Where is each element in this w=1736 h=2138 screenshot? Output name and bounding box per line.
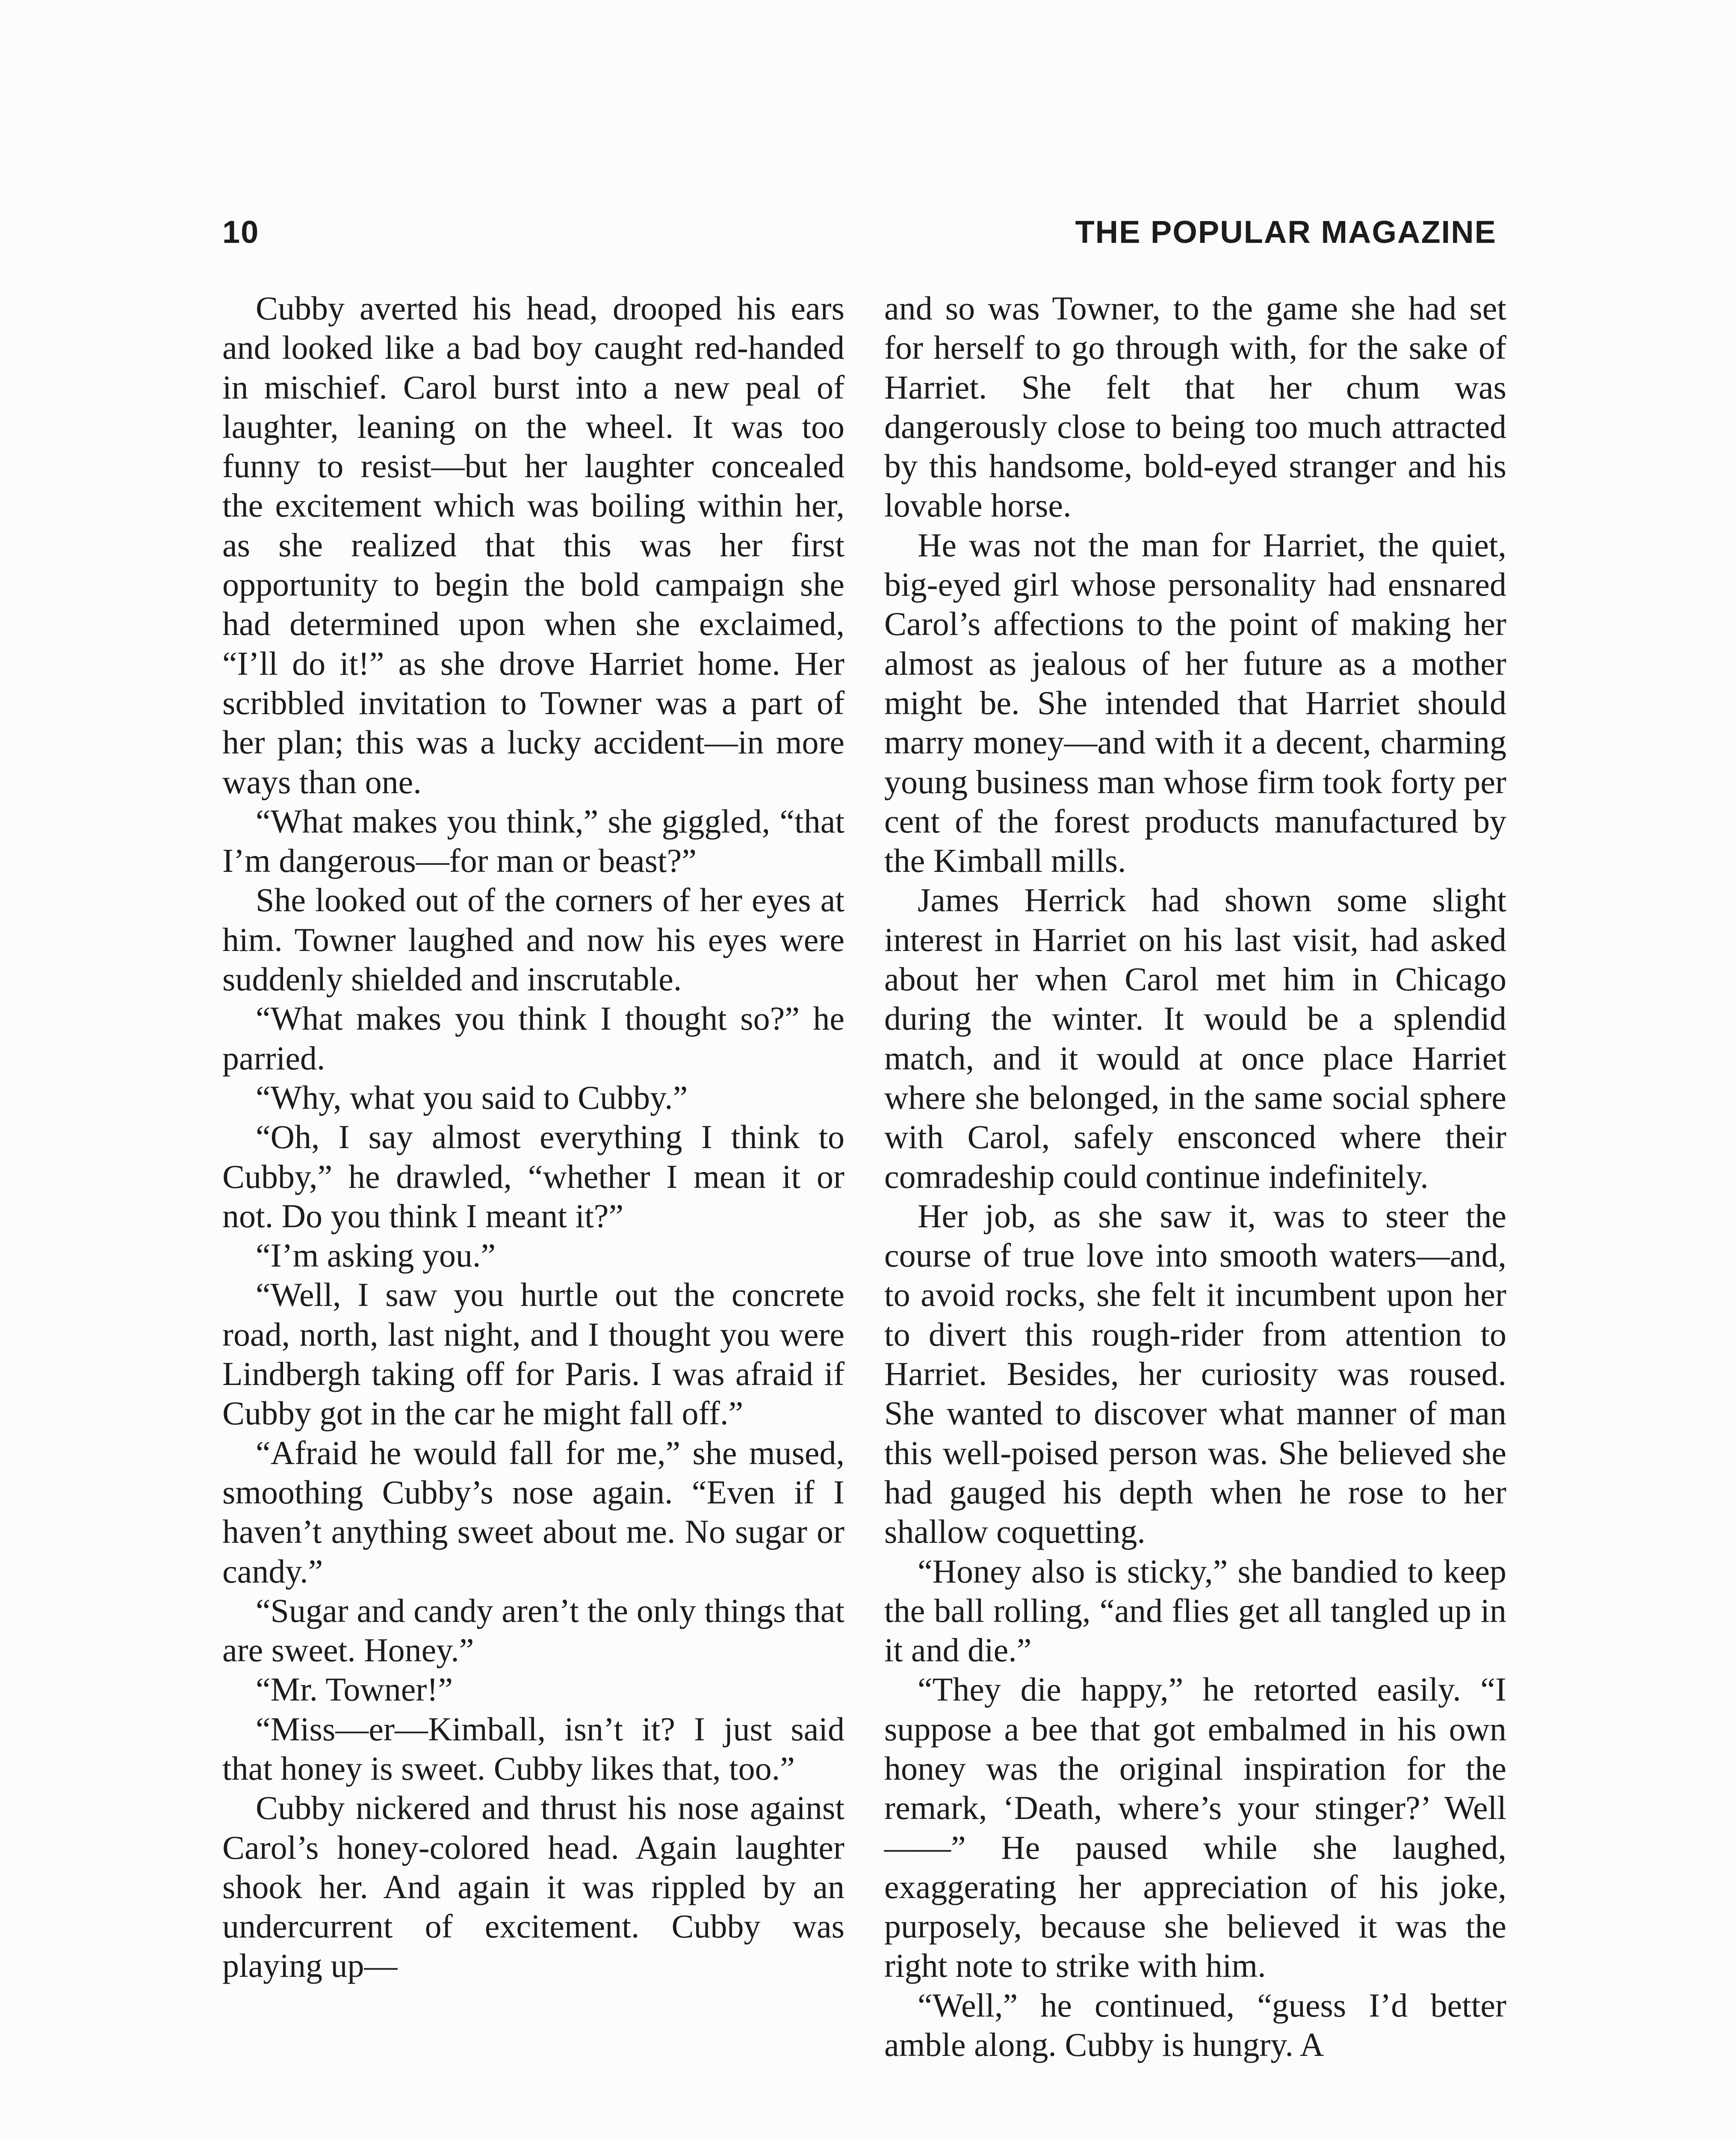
magazine-title: THE POPULAR MAGAZINE bbox=[1075, 214, 1497, 250]
paragraph: She looked out of the corners of her eyes at him. Towner laughed and now his eyes were suddenly shielded and inscrutable. bbox=[222, 881, 844, 998]
paragraph: “Mr. Towner!” bbox=[256, 1671, 453, 1708]
paragraph: “Afraid he would fall for me,” she mused, smoothing Cubby’s nose again. “Even if I haven’t anything sweet about me. No sugar or candy.” bbox=[222, 1434, 844, 1590]
paragraph: “They die happy,” he retorted easily. “I suppose a bee that got embalmed in his own honey was the original inspiration for the remark, ‘Death, where’s your stinger?’ Well——” He paused while she laughed, exaggerating her appreciation of his joke, purposely, because she believed it was the right note to strike with him. bbox=[884, 1671, 1506, 1984]
paragraph: and so was Towner, to the game she had set for herself to go through with, for the sake of Harriet. She felt that her chum was dangerously close to being too much attracted by this handsome, bold-eyed stranger and his lovable horse. bbox=[884, 289, 1506, 524]
paragraph: “I’m asking you.” bbox=[256, 1237, 496, 1274]
right-column bbox=[884, 289, 1506, 2064]
paragraph: “What makes you think,” she giggled, “that I’m dangerous—for man or beast?” bbox=[222, 802, 844, 880]
paragraph: He was not the man for Harriet, the quiet, big-eyed girl whose personality had ensnared Carol’s affections to the point of making her almost as jealous of her future as a mother might be. She intended that Harriet should marry money—and with it a decent, charming young business man whose firm took forty per cent of the forest products manufactured by the Kimball mills. bbox=[884, 526, 1506, 880]
paragraph: “Well,” he continued, “guess I’d better amble along. Cubby is hungry. A bbox=[884, 1986, 1506, 2064]
paragraph: Her job, as she saw it, was to steer the course of true love into smooth waters—and, to avoid rocks, she felt it incumbent upon her to divert this rough-rider from attention to Harriet. Besides, her curiosity was roused. She wanted to discover what manner of man this well-poised person was. She believed she had gauged his depth when he rose to her shallow coquetting. bbox=[884, 1197, 1506, 1550]
paragraph: “Oh, I say almost everything I think to Cubby,” he drawled, “whether I mean it or not. Do you think I meant it?” bbox=[222, 1118, 844, 1234]
page-number: 10 bbox=[222, 214, 260, 250]
page-header bbox=[222, 214, 1497, 261]
paragraph: “What makes you think I thought so?” he parried. bbox=[222, 1000, 844, 1077]
paragraph: “Why, what you said to Cubby.” bbox=[256, 1078, 688, 1116]
paragraph: Cubby averted his head, drooped his ears and looked like a bad boy caught red-handed in mischief. Carol burst into a new peal of laughter, leaning on the wheel. It was too funny to resist—but her laughter concealed the excitement which was boiling within her, as she realized that this was her first opportunity to begin the bold campaign she had determined upon when she exclaimed, “I’ll do it!” as she drove Harriet home. Her scribbled invitation to Towner was a part of her plan; this was a lucky accident—in more ways than one. bbox=[222, 289, 844, 800]
paragraph: “Honey also is sticky,” she bandied to keep the ball rolling, “and flies get all tangled up in it and die.” bbox=[884, 1552, 1506, 1669]
paragraph: “Miss—er—Kimball, isn’t it? I just said that honey is sweet. Cubby likes that, too.” bbox=[222, 1710, 844, 1787]
paragraph: “Sugar and candy aren’t the only things that are sweet. Honey.” bbox=[222, 1592, 844, 1669]
paragraph: James Herrick had shown some slight interest in Harriet on his last visit, had asked about her when Carol met him in Chicago during the winter. It would be a splendid match, and it would at once place Harriet where she belonged, in the same social sphere with Carol, safely ensconced where their comradeship could continue indefinitely. bbox=[884, 881, 1506, 1195]
paragraph: Cubby nickered and thrust his nose against Carol’s honey-colored head. Again laughter shook her. And again it was rippled by an undercurrent of excitement. Cubby was playing up— bbox=[222, 1789, 844, 1984]
left-column bbox=[222, 289, 844, 1986]
paragraph: “Well, I saw you hurtle out the concrete road, north, last night, and I thought you were Lindbergh taking off for Paris. I was afraid if Cubby got in the car he might fall off.” bbox=[222, 1276, 844, 1432]
